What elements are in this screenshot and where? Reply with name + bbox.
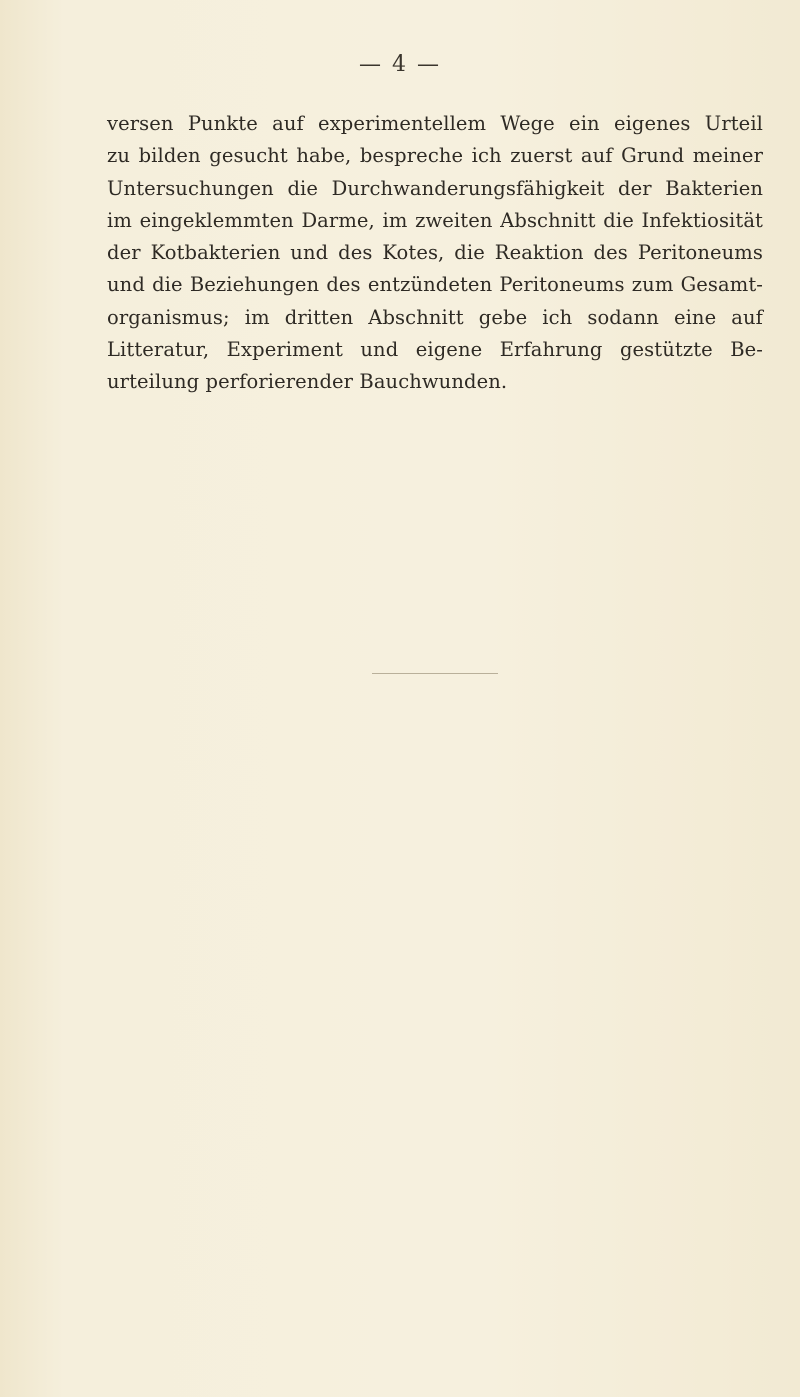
text-line: der Kotbakterien und des Kotes, die Reaktion des Peritoneums: [107, 241, 763, 265]
page-number: — 4 —: [359, 52, 441, 77]
text-line: und die Beziehungen des entzündeten Peritoneums zum Gesamt-: [107, 273, 763, 297]
section-divider: [372, 673, 498, 674]
text-line-last: urteilung perforierender Bauchwunden.: [107, 370, 508, 394]
text-line: Litteratur, Experiment und eigene Erfahrung gestützte Be-: [107, 338, 763, 362]
body-paragraph: [107, 108, 797, 399]
text-line: zu bilden gesucht habe, bespreche ich zuerst auf Grund meiner: [107, 144, 763, 168]
text-line: im eingeklemmten Darme, im zweiten Abschnitt die Infektiosität: [107, 208, 763, 232]
text-line: versen Punkte auf experimentellem Wege ein eigenes Urteil: [107, 112, 763, 135]
text-line: organismus; im dritten Abschnitt gebe ich sodann eine auf: [107, 305, 763, 329]
text-line: Untersuchungen die Durchwanderungsfähigkeit der Bakterien: [107, 176, 763, 200]
